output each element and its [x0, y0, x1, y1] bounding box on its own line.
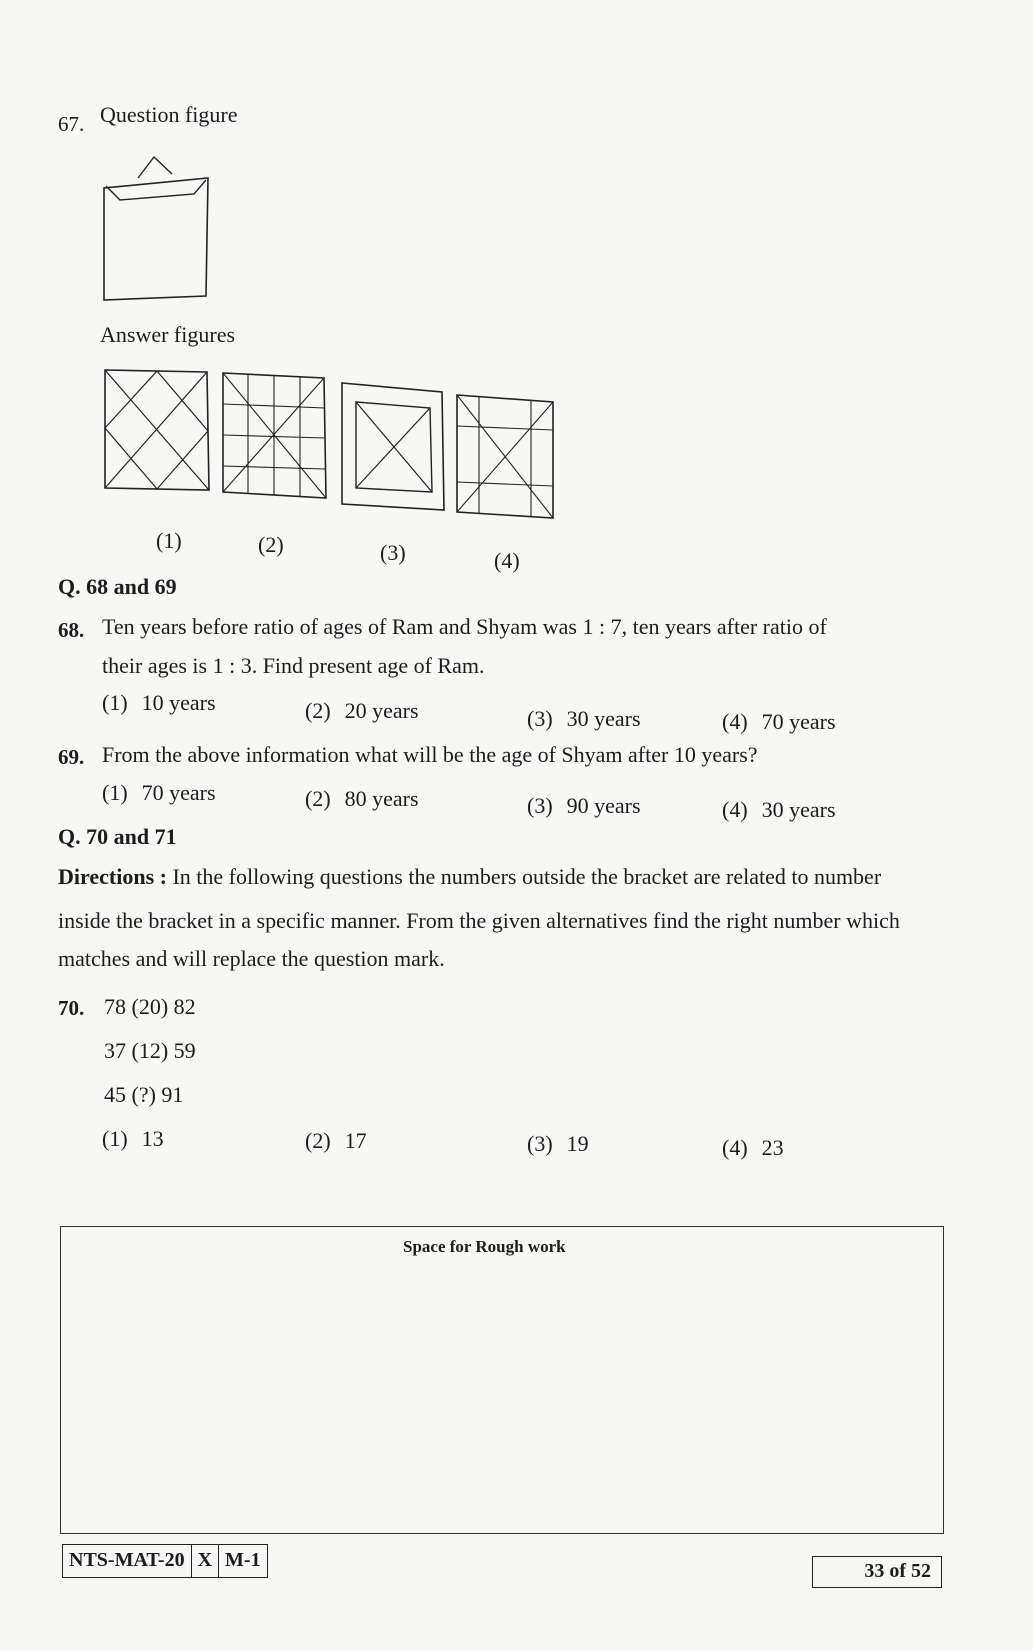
question-figure-label: Question figure — [100, 102, 238, 127]
option-number: (1) — [102, 690, 128, 715]
question-number-67: 67. — [58, 112, 85, 136]
paper-code — [62, 1544, 268, 1578]
question-68-line2: their ages is 1 : 3. Find present age of Ram. — [102, 653, 485, 678]
q68-option-4[interactable] — [722, 709, 836, 735]
answer-figure-4[interactable] — [455, 392, 557, 520]
rough-work-label: Space for Rough work — [403, 1237, 566, 1256]
option-text: 17 — [344, 1128, 367, 1153]
answer-option-1-label: (1) — [156, 528, 182, 553]
q69-option-1[interactable] — [102, 780, 216, 806]
directions-line1 — [58, 864, 881, 890]
option-number: (3) — [527, 793, 553, 818]
option-number: (2) — [305, 698, 331, 723]
q69-option-4[interactable] — [722, 797, 836, 823]
directions-line2: inside the bracket in a specific manner. From the given alternatives find the right number which — [58, 908, 900, 933]
option-text: 20 years — [344, 698, 419, 723]
question-figure — [100, 152, 212, 302]
option-text: 30 years — [566, 706, 641, 731]
question-68-line1: Ten years before ratio of ages of Ram and Shyam was 1 : 7, ten years after ratio of — [102, 614, 827, 639]
rough-work-area — [60, 1226, 944, 1534]
option-text: 23 — [761, 1135, 784, 1160]
answer-option-4-label: (4) — [494, 548, 520, 573]
answer-option-3-label: (3) — [380, 540, 406, 565]
q70-row-3: 45 (?) 91 — [104, 1082, 184, 1107]
question-69-line1: From the above information what will be the age of Shyam after 10 years? — [102, 742, 758, 767]
question-number-68: 68. — [58, 618, 85, 642]
option-number: (4) — [722, 709, 748, 734]
option-text: 70 years — [761, 709, 836, 734]
q70-option-4[interactable] — [722, 1135, 784, 1161]
page-number: 33 of 52 — [812, 1556, 942, 1588]
option-number: (4) — [722, 1135, 748, 1160]
paper-code-series: NTS-MAT-20 — [63, 1545, 192, 1577]
option-text: 80 years — [344, 786, 419, 811]
answer-figure-3[interactable] — [340, 380, 446, 512]
q68-option-2[interactable] — [305, 698, 419, 724]
q68-option-1[interactable] — [102, 690, 216, 716]
answer-option-2-label: (2) — [258, 532, 284, 557]
question-number-69: 69. — [58, 745, 85, 769]
q70-option-1[interactable] — [102, 1126, 164, 1152]
directions-text-1: In the following questions the numbers outside the bracket are related to number — [172, 864, 882, 889]
answer-figures-label: Answer figures — [100, 322, 236, 347]
option-number: (3) — [527, 706, 553, 731]
q70-row-2: 37 (12) 59 — [104, 1038, 196, 1063]
option-text: 19 — [566, 1131, 589, 1156]
answer-figure-1[interactable] — [103, 368, 211, 492]
option-text: 10 years — [141, 690, 216, 715]
section-heading-68-69: Q. 68 and 69 — [58, 574, 177, 599]
q70-row-1: 78 (20) 82 — [104, 994, 196, 1019]
paper-code-set: M-1 — [225, 1549, 261, 1571]
option-text: 13 — [141, 1126, 164, 1151]
paper-code-class: X — [192, 1545, 219, 1577]
option-number: (4) — [722, 797, 748, 822]
option-number: (2) — [305, 1128, 331, 1153]
option-text: 30 years — [761, 797, 836, 822]
directions-label: Directions : — [58, 864, 167, 889]
option-number: (3) — [527, 1131, 553, 1156]
directions-line3: matches and will replace the question mark. — [58, 946, 445, 971]
option-text: 70 years — [141, 780, 216, 805]
option-text: 90 years — [566, 793, 641, 818]
q70-option-2[interactable] — [305, 1128, 367, 1154]
section-heading-70-71: Q. 70 and 71 — [58, 824, 177, 849]
option-number: (1) — [102, 1126, 128, 1151]
option-number: (1) — [102, 780, 128, 805]
q69-option-2[interactable] — [305, 786, 419, 812]
option-number: (2) — [305, 786, 331, 811]
answer-figure-2[interactable] — [220, 370, 328, 500]
q69-option-3[interactable] — [527, 793, 641, 819]
question-number-70: 70. — [58, 996, 85, 1020]
q68-option-3[interactable] — [527, 706, 641, 732]
q70-option-3[interactable] — [527, 1131, 589, 1157]
